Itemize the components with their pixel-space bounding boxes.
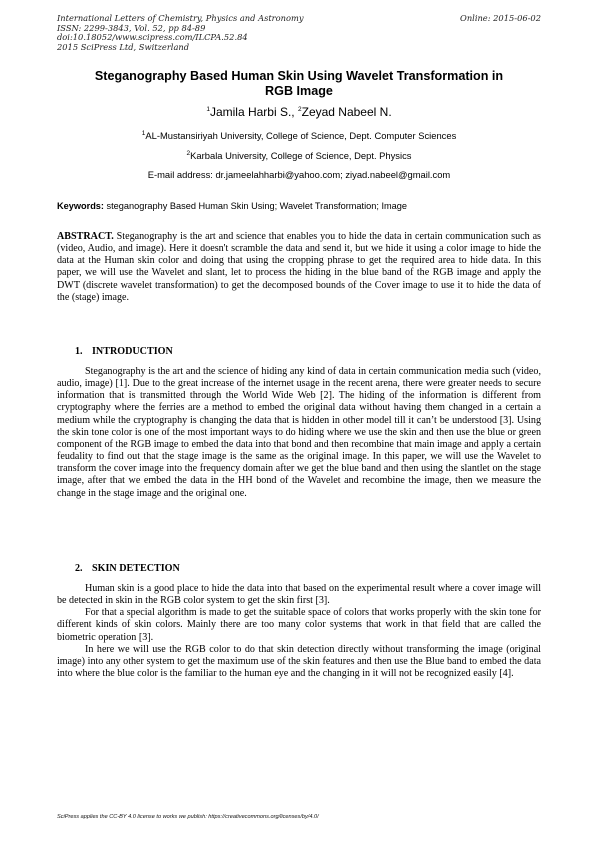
section-title: SKIN DETECTION [92, 563, 180, 574]
section-body-skin-detection [57, 583, 541, 680]
author-1-sup: 1 [206, 106, 210, 113]
section-title: INTRODUCTION [92, 346, 173, 357]
affiliation-2 [57, 150, 541, 162]
affiliation-1 [57, 130, 541, 142]
abstract-label: ABSTRACT. [57, 231, 114, 242]
copyright-line: 2015 SciPress Ltd, Switzerland [57, 41, 190, 52]
journal-header [57, 14, 541, 52]
section-number: 2. [75, 563, 83, 574]
journal-name: International Letters of Chemistry, Physics and Astronomy [57, 13, 304, 23]
license-footer[interactable]: SciPress applies the CC-BY 4.0 license to works we publish: https://creativecommons.org/licenses/by/4.0/ [57, 814, 319, 820]
affiliation-2-sup: 2 [186, 149, 191, 157]
paragraph: Human skin is a good place to hide the data into that based on the experimental result where a cover image will be detected in skin in the RGB color system to get the skin first [3]. [57, 583, 541, 607]
abstract-text: Steganography is the art and science that enables you to hide the data in certain communication such as (video, Audio, and image). Here it doesn't scramble the data and send it, but we hide it using a color image to hide the data at the Human skin color and doing that using the cropping phrase to get the required area to hide data. In this paper, we will use the Wavelet and slant, let to process the hiding in the blue band of the RGB image and apply the DWT (discrete wavelet transformation) to get the decomposed bounds of the Cover image to use it to hide the data of the (stage) image. [57, 231, 541, 303]
paragraph: Steganography is the art and the science of hiding any kind of data in certain communication media such (video, audio, image) [1]. Due to the great increase of the internet usage in the recent arena, there were greater needs to secure information that is transmitted through the World Wide Web [2]. The hiding of the information is different from cryptography where the ferries are a method to embed the original data without having them changed in a certain a medium while the cryptography is changing the data that is hidden in other model till it can’t be understood [3]. Using the skin tone color is one of the most important ways to do hiding where we use the skin and then use the blue or green component of the RGB image to embed the data into that bond and then recombine that main image and apply a certain feudality to find out that the stage image is the same as the original image. In this paper, we will use the Wavelet to transform the cover image into the frequency domain after we get the blue band and then using the slantlet on the stage image, after that we embed the data in the HH bond of the Wavelet and recombine the image, then we measure the change in the stage image and the original one. [57, 366, 541, 499]
email-line[interactable]: E-mail address: dr.jameelahharbi@yahoo.com; ziyad.nabeel@gmail.com [147, 169, 451, 180]
keywords-label: Keywords: [57, 201, 104, 211]
section-heading-introduction [75, 346, 173, 358]
affiliation-2-text: Karbala University, College of Science, Dept. Physics [190, 150, 412, 161]
online-date: Online: 2015-06-02 [460, 13, 541, 23]
author-1-name: Jamila Harbi S., [209, 105, 298, 119]
affiliation-1-sup: 1 [141, 129, 146, 137]
author-list [57, 105, 541, 119]
paper-title [57, 69, 541, 99]
keywords [57, 200, 541, 212]
affiliation-1-text: AL-Mustansiriyah University, College of Science, Dept. Computer Sciences [145, 130, 457, 141]
abstract [57, 231, 541, 304]
author-2-sup: 2 [297, 106, 302, 113]
doi-line[interactable]: doi:10.18052/www.scipress.com/ILCPA.52.84 [57, 32, 248, 43]
keywords-text: steganography Based Human Skin Using; Wavelet Transformation; Image [103, 201, 407, 211]
paragraph: In here we will use the RGB color to do that skin detection directly without transforming the image (original image) into any other system to get the maximum use of the skin features and then use the Blue band to embed the data into where the blue color is the familiar to the human eye and the changing in it will not be recognized easily [4]. [57, 643, 541, 680]
author-2-name: Zeyad Nabeel N. [301, 105, 392, 119]
section-number: 1. [75, 346, 83, 357]
issn-line: ISSN: 2299-3843, Vol. 52, pp 84-89 [57, 22, 206, 33]
title-line-2: RGB Image [265, 84, 333, 98]
title-line-1: Steganography Based Human Skin Using Wavelet Transformation in [94, 69, 504, 83]
section-heading-skin-detection [75, 563, 180, 575]
section-body-introduction [57, 366, 541, 500]
paragraph: For that a special algorithm is made to get the suitable space of colors that works properly with the skin tone for different kinds of skin colors. Mainly there are too many color systems that work in that field that are called the biometric operation [3]. [57, 607, 541, 643]
